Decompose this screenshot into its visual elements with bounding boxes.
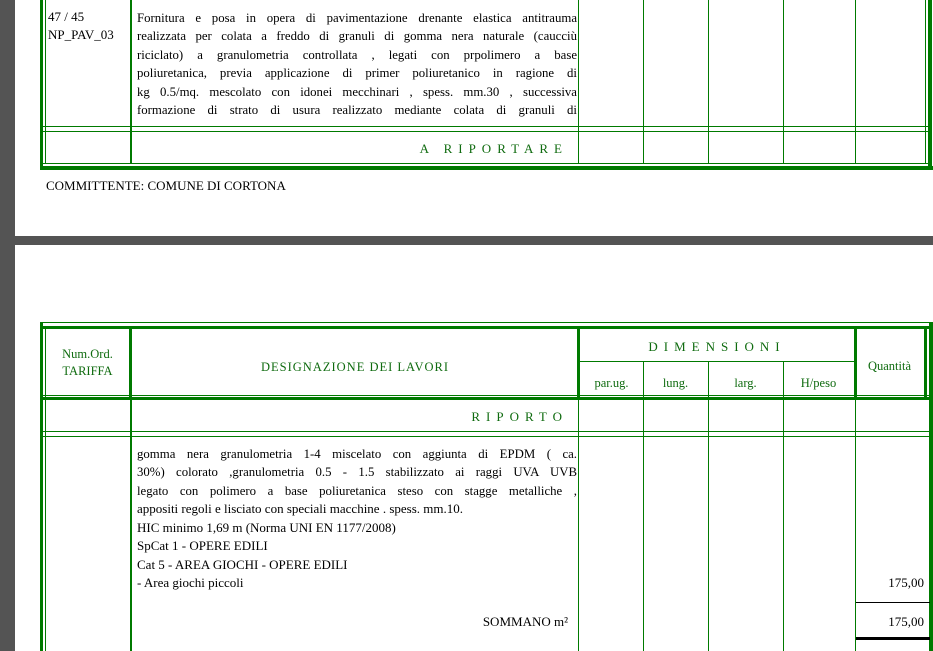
work-description-line: HIC minimo 1,69 m (Norma UNI EN 1177/2008) [137, 520, 396, 535]
header-dimensioni: DIMENSIONI [648, 339, 786, 354]
grid-line [130, 400, 132, 651]
riporto-label: RIPORTO [471, 409, 568, 424]
grid-line [43, 431, 929, 432]
work-description-line: SpCat 1 - OPERE EDILI [137, 538, 268, 553]
work-description-line: legato con polimero a base poliuretanica steso con stagge metalliche , [137, 484, 577, 498]
work-description-line: gomma nera granulometria 1-4 miscelato con aggiunta di EPDM ( ca. [137, 447, 577, 461]
header-tariffa: TARIFFA [62, 364, 113, 378]
work-description-line: Fornitura e posa in opera di pavimentazione drenante elastica antitrauma [137, 11, 577, 25]
grid-line [40, 131, 932, 132]
work-description-line: riciclato) a granulometria controllata , legati con prpolimero a base [137, 48, 577, 62]
grid-line [924, 329, 927, 400]
grid-line [708, 0, 709, 164]
sommano-label: SOMMANO m² [482, 614, 568, 629]
quantity-value: 175,00 [888, 575, 924, 590]
grid-line [578, 0, 579, 164]
grid-line [40, 322, 931, 323]
grid-line [40, 0, 43, 170]
grid-line [40, 395, 929, 396]
grid-line [643, 0, 644, 164]
grid-line [40, 166, 933, 170]
work-description-line: realizzata per colata a freddo di granuli di gomma nera naturale (caucciù [137, 29, 577, 43]
work-description-line: kg 0.5/mq. mescolato con idonei mecchinari , spess. mm.30 , successiva [137, 85, 577, 99]
header-num-ord: Num.Ord. [62, 347, 113, 361]
header-par-ug: par.ug. [594, 376, 629, 390]
a-riportare-label: A RIPORTARE [419, 141, 568, 156]
grid-line [578, 400, 579, 651]
header-larg: larg. [734, 376, 757, 390]
quantity-total-value: 175,00 [888, 614, 924, 629]
grid-line [928, 0, 932, 170]
grid-line [580, 361, 854, 362]
grid-line [43, 436, 929, 437]
grid-line [40, 326, 933, 329]
grid-line [643, 361, 644, 651]
page-separator [15, 236, 933, 245]
work-description-line: formazione di strato di usura realizzato mediante colata di granuli di [137, 103, 577, 117]
committente-line: COMMITTENTE: COMUNE DI CORTONA [46, 178, 286, 193]
grid-line [783, 0, 784, 164]
grid-line [40, 397, 929, 400]
header-quantita: Quantità [867, 359, 912, 373]
grid-line [40, 126, 932, 127]
measure-row-label: - Area giochi piccoli [137, 575, 244, 590]
header-lung: lung. [662, 376, 689, 390]
grid-line [45, 0, 46, 164]
grid-line [925, 0, 926, 164]
grid-line [130, 0, 132, 164]
grid-line [129, 329, 132, 400]
work-description-line: Cat 5 - AREA GIOCHI - OPERE EDILI [137, 557, 348, 572]
grid-line [40, 322, 43, 651]
grid-line [708, 361, 709, 651]
header-designazione: DESIGNAZIONE DEI LAVORI [260, 360, 450, 374]
grid-line [855, 0, 856, 164]
grid-line [40, 163, 932, 164]
work-description-line: poliuretanica, previa applicazione di primer poliuretanico in ragione di [137, 66, 577, 80]
work-description-line: appositi regoli e lisciato con speciali macchine . spess. mm.10. [137, 501, 464, 516]
header-h-peso: H/peso [800, 376, 837, 390]
sum-rule-line [856, 602, 930, 603]
viewer-left-gutter [0, 0, 15, 651]
item-number: 47 / 45 [48, 9, 85, 24]
work-description-line: 30%) colorato ,granulometria 0.5 - 1.5 stabilizzato ai raggi UVA UVB [137, 465, 577, 479]
item-tariffa-code: NP_PAV_03 [48, 27, 114, 42]
grid-line [783, 361, 784, 651]
total-rule-line [856, 637, 930, 640]
